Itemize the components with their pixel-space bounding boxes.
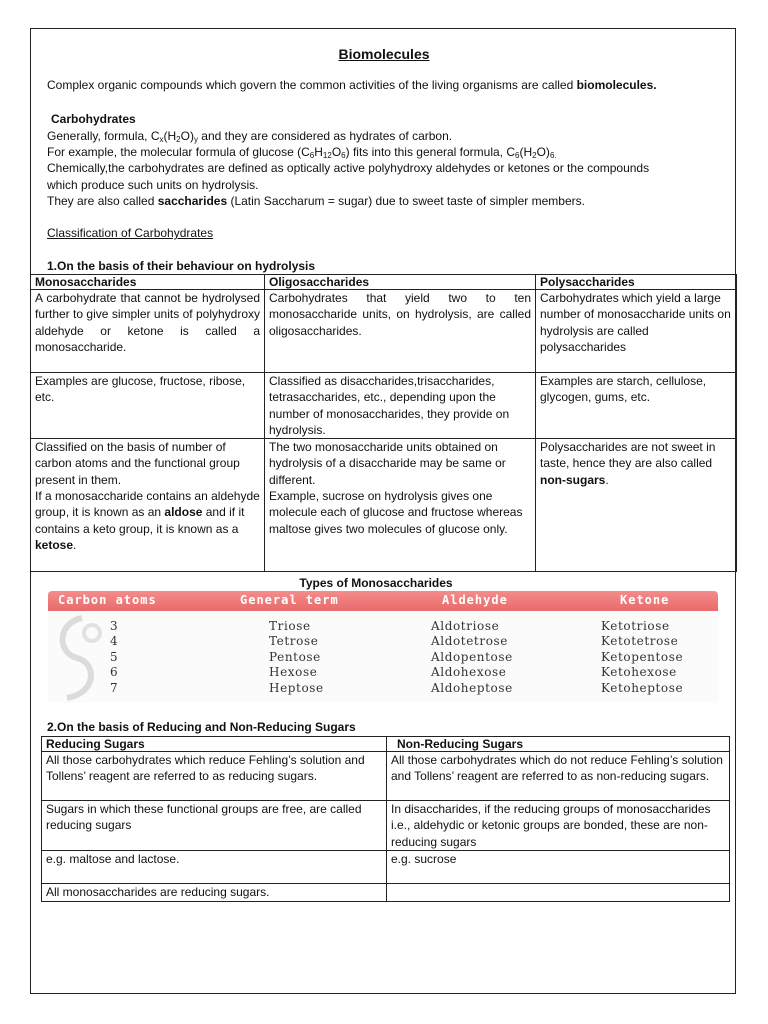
ketone-column <box>601 619 683 696</box>
poly-definition: Carbohydrates which yield a large number of monosaccharide units on hydrolysis are called polysaccharides <box>536 290 737 373</box>
hydrolysis-table <box>30 274 737 572</box>
mono-classification: Classified on the basis of number of carbon atoms and the functional group present in them. If a monosaccharide contains an aldehyde group, it is known as an aldose and if it contains a keto group, it is known as a ketose. <box>31 439 265 572</box>
list-item: Ketotriose <box>601 619 670 633</box>
intro-text: Complex organic compounds which govern the common activities of the living organisms are called <box>47 78 577 92</box>
list-item: Pentose <box>269 649 321 664</box>
mono-types-header-band <box>48 591 718 611</box>
list-item: Heptose <box>269 680 324 695</box>
list-item: 3 <box>110 619 119 633</box>
mono-types-figure <box>48 591 718 703</box>
oligo-definition: Carbohydrates that yield two to ten monosaccharide units, on hydrolysis, are called oligosaccharides. <box>265 290 536 373</box>
empty-cell <box>387 883 730 901</box>
table-row <box>42 883 730 901</box>
watermark-swirl-icon <box>52 613 112 703</box>
list-item: Aldotriose <box>431 619 500 633</box>
header-non-reducing-sugars: Non-Reducing Sugars <box>387 737 730 752</box>
header-ketone: Ketone <box>620 593 670 607</box>
reducing-examples: e.g. maltose and lactose. <box>42 850 387 883</box>
list-item: Ketopentose <box>601 649 684 664</box>
table-row <box>42 752 730 801</box>
glucose-formula-line: For example, the molecular formula of glucose $(C_6H_{12}O_6)$ fits into this general formula, $C_6(H_2O)_{6.}$ <box>47 145 557 160</box>
table-row <box>42 850 730 883</box>
section2-heading: 2.On the basis of Reducing and Non-Reducing Sugars <box>47 720 356 734</box>
aldehyde-column <box>431 619 513 696</box>
oligo-units: The two monosaccharide units obtained on hydrolysis of a disaccharide may be same or different. Example, sucrose on hydrolysis gives one molecule each of glucose and fructose whereas maltose gives two molecules of glucose only. <box>265 439 536 572</box>
formula-line: Generally, formula, $C_x(H_2O)_y$ and they are considered as hydrates of carbon. <box>47 129 453 144</box>
list-item: Ketoheptose <box>601 680 684 695</box>
list-item: 4 <box>110 634 119 649</box>
table-row <box>31 373 737 439</box>
non-reducing-examples: e.g. sucrose <box>387 850 730 883</box>
non-reducing-bonded-groups: In disaccharides, if the reducing groups of monosaccharides i.e., aldehydic or ketonic groups are bonded, these are non-reducing sugars <box>387 801 730 851</box>
monosaccharides-reducing-note: All monosaccharides are reducing sugars. <box>42 883 387 901</box>
poly-examples: Examples are starch, cellulose, glycogen, gums, etc. <box>536 373 737 439</box>
classification-heading: Classification of Carbohydrates <box>47 226 214 240</box>
oligo-classification: Classified as disaccharides,trisaccharides, tetrasaccharides, etc., depending upon the number of monosaccharides, they provide on hydrolysis. <box>265 373 536 439</box>
header-carbon-atoms: Carbon atoms <box>58 593 157 607</box>
header-monosaccharides: Monosaccharides <box>31 275 265 290</box>
carbon-atoms-column <box>110 619 118 696</box>
definition-line-2: which produce such units on hydrolysis. <box>47 178 259 192</box>
list-item: Ketohexose <box>601 665 677 680</box>
mono-examples: Examples are glucose, fructose, ribose, etc. <box>31 373 265 439</box>
intro-bold: biomolecules. <box>576 78 657 92</box>
mono-types-caption: Types of Monosaccharides <box>299 576 453 590</box>
header-oligosaccharides: Oligosaccharides <box>265 275 536 290</box>
header-reducing-sugars: Reducing Sugars <box>42 737 387 752</box>
header-general-term: General term <box>240 593 339 607</box>
carbohydrates-heading: Carbohydrates <box>51 112 136 126</box>
table-row <box>42 801 730 851</box>
poly-non-sugars: Polysaccharides are not sweet in taste, hence they are also called non-sugars. <box>536 439 737 572</box>
table-row <box>31 290 737 373</box>
table-header-row <box>42 737 730 752</box>
reducing-free-groups: Sugars in which these functional groups are free, are called reducing sugars <box>42 801 387 851</box>
list-item: Aldopentose <box>431 649 513 664</box>
page-title: Biomolecules <box>338 46 430 62</box>
reducing-definition: All those carbohydrates which reduce Fehling’s solution and Tollens’ reagent are referred to as reducing sugars. <box>42 752 387 801</box>
table-row <box>31 439 737 572</box>
list-item: 5 <box>110 649 119 664</box>
reducing-sugars-table <box>41 736 730 902</box>
list-item: 6 <box>110 665 119 680</box>
section1-heading: 1.On the basis of their behaviour on hydrolysis <box>47 259 316 273</box>
list-item: Aldotetrose <box>431 634 508 649</box>
saccharides-line: They are also called saccharides (Latin Saccharum = sugar) due to sweet taste of simpler members. <box>47 194 585 208</box>
intro-paragraph <box>47 77 657 93</box>
header-aldehyde: Aldehyde <box>442 593 508 607</box>
list-item: Aldohexose <box>431 665 507 680</box>
table-header-row <box>31 275 737 290</box>
general-term-column <box>269 619 324 696</box>
list-item: Aldoheptose <box>431 680 513 695</box>
list-item: Ketotetrose <box>601 634 679 649</box>
definition-line-1: Chemically,the carbohydrates are defined as optically active polyhydroxy aldehydes or ketones or the compounds <box>47 161 650 175</box>
non-reducing-definition: All those carbohydrates which do not reduce Fehling’s solution and Tollens’ reagent are referred to as non-reducing sugars. <box>387 752 730 801</box>
list-item: Hexose <box>269 665 318 680</box>
list-item: 7 <box>110 680 119 695</box>
header-polysaccharides: Polysaccharides <box>536 275 737 290</box>
list-item: Triose <box>269 619 311 633</box>
mono-definition: A carbohydrate that cannot be hydrolysed further to give simpler units of polyhydroxy aldehyde or ketone is called a monosaccharide. <box>31 290 265 373</box>
list-item: Tetrose <box>269 634 319 649</box>
